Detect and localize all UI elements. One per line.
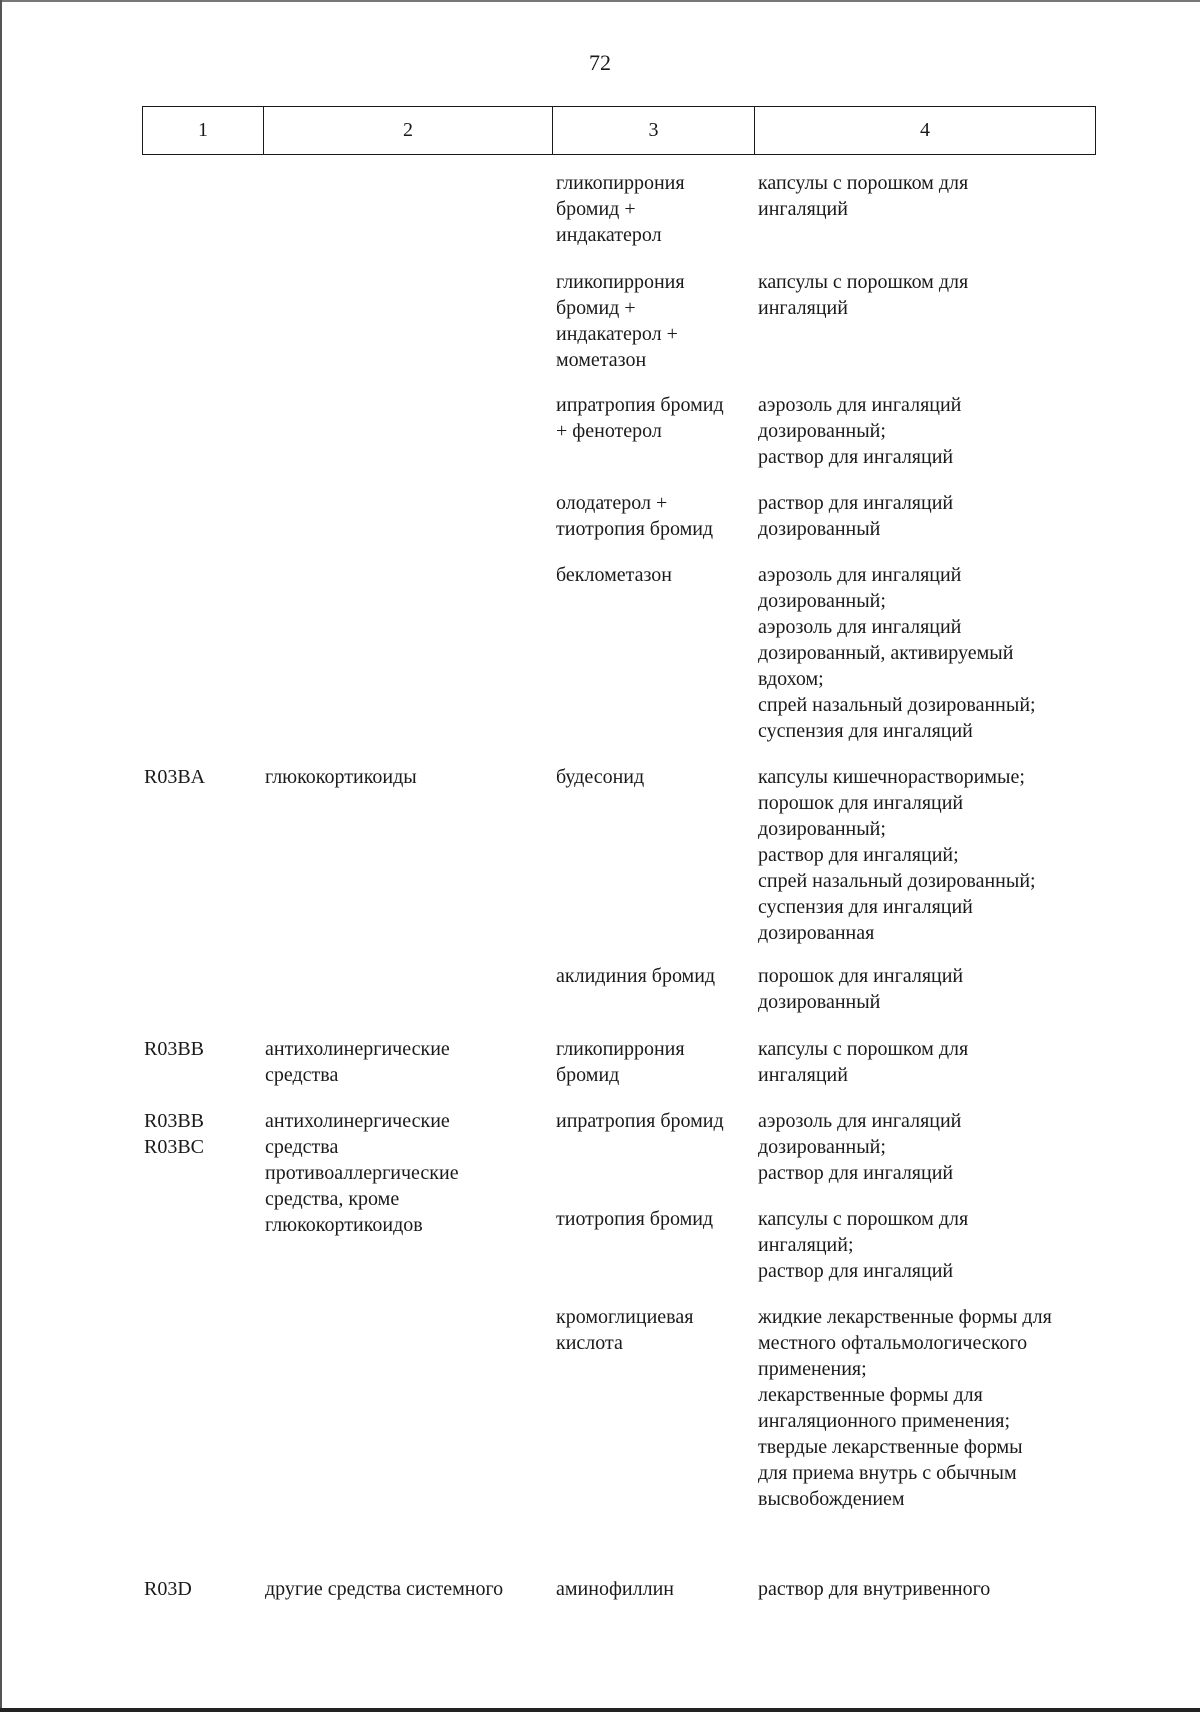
substance-cell — [556, 963, 761, 989]
substance-cell-line: + фенотерол — [556, 420, 662, 442]
dosage-form-cell-line: аэрозоль для ингаляций — [758, 564, 962, 586]
substance-cell-line: аминофиллин — [556, 1578, 674, 1600]
dosage-form-cell-line: суспензия для ингаляций — [758, 720, 973, 742]
substance-cell — [556, 1206, 761, 1232]
substance-cell-line: гликопиррония — [556, 172, 685, 194]
scan-edge-bottom — [0, 1708, 1200, 1712]
dosage-form-cell-line: местного офтальмологического — [758, 1332, 1028, 1354]
substance-cell — [556, 562, 761, 588]
dosage-form-cell-line: высвобождением — [758, 1488, 905, 1510]
dosage-form-cell-line: раствор для ингаляций — [758, 1162, 954, 1184]
dosage-form-cell-line: спрей назальный дозированный; — [758, 694, 1036, 716]
group-cell-line: другие средства системного — [265, 1578, 504, 1600]
dosage-form-cell — [758, 1036, 1098, 1088]
dosage-form-cell-line: дозированная — [758, 922, 875, 944]
table-header — [142, 106, 1096, 155]
dosage-form-cell-line: капсулы с порошком для — [758, 172, 969, 194]
dosage-form-cell-line: капсулы с порошком для — [758, 271, 969, 293]
substance-cell-line: будесонид — [556, 766, 645, 788]
dosage-form-cell-line: порошок для ингаляций — [758, 792, 964, 814]
scan-edge-top — [0, 0, 1200, 2]
substance-cell-line: олодатерол + — [556, 492, 668, 514]
code-cell — [144, 1036, 254, 1062]
group-cell-line: глюкокортикоидов — [265, 1214, 423, 1236]
dosage-form-cell — [758, 764, 1098, 946]
group-cell — [265, 1576, 545, 1602]
code-cell-line: R03BC — [144, 1136, 205, 1158]
substance-cell — [556, 170, 761, 248]
substance-cell-line: ипратропия бромид — [556, 394, 724, 416]
substance-cell-line: бромид — [556, 1064, 620, 1086]
substance-cell-line: гликопиррония — [556, 271, 685, 293]
substance-cell — [556, 490, 761, 542]
substance-cell-line: мометазон — [556, 349, 647, 371]
dosage-form-cell-line: аэрозоль для ингаляций — [758, 1110, 962, 1132]
dosage-form-cell-line: дозированный; — [758, 590, 886, 612]
dosage-form-cell — [758, 1206, 1098, 1284]
substance-cell — [556, 269, 761, 373]
dosage-form-cell-line: ингаляций; — [758, 1234, 854, 1256]
code-cell-line: R03BB — [144, 1038, 205, 1060]
group-cell-line: средства, кроме — [265, 1188, 400, 1210]
dosage-form-cell-line: капсулы кишечнорастворимые; — [758, 766, 1025, 788]
substance-cell-line: индакатерол — [556, 224, 662, 246]
dosage-form-cell-line: жидкие лекарственные формы для — [758, 1306, 1052, 1328]
substance-cell-line: аклидиния бромид — [556, 965, 716, 987]
code-cell — [144, 1108, 254, 1160]
dosage-form-cell-line: применения; — [758, 1358, 867, 1380]
substance-cell-line: тиотропия бромид — [556, 518, 714, 540]
header-cell-1: 1 — [143, 107, 264, 154]
substance-cell-line: беклометазон — [556, 564, 672, 586]
scan-edge-left — [0, 0, 2, 1712]
dosage-form-cell — [758, 490, 1098, 542]
dosage-form-cell-line: ингаляций — [758, 297, 848, 319]
substance-cell — [556, 764, 761, 790]
dosage-form-cell-line: лекарственные формы для — [758, 1384, 983, 1406]
substance-cell — [556, 1576, 761, 1602]
substance-cell — [556, 392, 761, 444]
group-cell-line: антихолинергические — [265, 1038, 450, 1060]
dosage-form-cell-line: вдохом; — [758, 668, 824, 690]
code-cell-line: R03D — [144, 1578, 192, 1600]
header-cell-4: 4 — [920, 119, 930, 141]
group-cell-line: средства — [265, 1064, 339, 1086]
dosage-form-cell-line: дозированный; — [758, 420, 886, 442]
code-cell — [144, 1576, 254, 1602]
group-cell — [265, 1036, 545, 1088]
dosage-form-cell — [758, 1304, 1098, 1512]
dosage-form-cell — [758, 392, 1098, 470]
dosage-form-cell-line: аэрозоль для ингаляций — [758, 616, 962, 638]
dosage-form-cell — [758, 963, 1098, 1015]
dosage-form-cell-line: раствор для внутривенного — [758, 1578, 991, 1600]
dosage-form-cell-line: капсулы с порошком для — [758, 1038, 969, 1060]
substance-cell-line: гликопиррония — [556, 1038, 685, 1060]
dosage-form-cell — [758, 170, 1098, 222]
substance-cell — [556, 1036, 761, 1088]
dosage-form-cell-line: спрей назальный дозированный; — [758, 870, 1036, 892]
dosage-form-cell-line: суспензия для ингаляций — [758, 896, 973, 918]
dosage-form-cell-line: твердые лекарственные формы — [758, 1436, 1023, 1458]
dosage-form-cell-line: дозированный — [758, 518, 881, 540]
page-number: 72 — [589, 50, 611, 75]
dosage-form-cell-line: порошок для ингаляций — [758, 965, 964, 987]
dosage-form-cell — [758, 269, 1098, 321]
dosage-form-cell-line: для приема внутрь с обычным — [758, 1462, 1017, 1484]
group-cell-line: средства — [265, 1136, 339, 1158]
dosage-form-cell-line: дозированный — [758, 991, 881, 1013]
header-cell-3: 3 — [553, 107, 755, 154]
substance-cell-line: бромид + — [556, 297, 636, 319]
group-cell — [265, 764, 545, 790]
substance-cell-line: индакатерол + — [556, 323, 678, 345]
code-cell-line: R03BA — [144, 766, 206, 788]
dosage-form-cell-line: раствор для ингаляций — [758, 1260, 954, 1282]
dosage-form-cell — [758, 1108, 1098, 1186]
dosage-form-cell — [758, 562, 1098, 744]
substance-cell-line: кислота — [556, 1332, 623, 1354]
group-cell-line: антихолинергические — [265, 1110, 450, 1132]
code-cell-line: R03BB — [144, 1110, 205, 1132]
group-cell — [265, 1108, 545, 1238]
dosage-form-cell-line: раствор для ингаляций — [758, 492, 954, 514]
dosage-form-cell-line: ингаляций — [758, 198, 848, 220]
dosage-form-cell-line: дозированный; — [758, 818, 886, 840]
header-cell-2: 2 — [264, 107, 553, 154]
dosage-form-cell-line: аэрозоль для ингаляций — [758, 394, 962, 416]
dosage-form-cell-line: дозированный, активируемый — [758, 642, 1014, 664]
substance-cell-line: ипратропия бромид — [556, 1110, 724, 1132]
substance-cell-line: тиотропия бромид — [556, 1208, 714, 1230]
group-cell-line: глюкокортикоиды — [265, 766, 417, 788]
dosage-form-cell-line: капсулы с порошком для — [758, 1208, 969, 1230]
substance-cell — [556, 1108, 761, 1134]
code-cell — [144, 764, 254, 790]
substance-cell-line: бромид + — [556, 198, 636, 220]
substance-cell-line: кромоглициевая — [556, 1306, 694, 1328]
dosage-form-cell — [758, 1576, 1098, 1602]
dosage-form-cell-line: раствор для ингаляций; — [758, 844, 959, 866]
dosage-form-cell-line: раствор для ингаляций — [758, 446, 954, 468]
group-cell-line: противоаллергические — [265, 1162, 459, 1184]
dosage-form-cell-line: ингаляций — [758, 1064, 848, 1086]
dosage-form-cell-line: ингаляционного применения; — [758, 1410, 1011, 1432]
substance-cell — [556, 1304, 761, 1356]
dosage-form-cell-line: дозированный; — [758, 1136, 886, 1158]
